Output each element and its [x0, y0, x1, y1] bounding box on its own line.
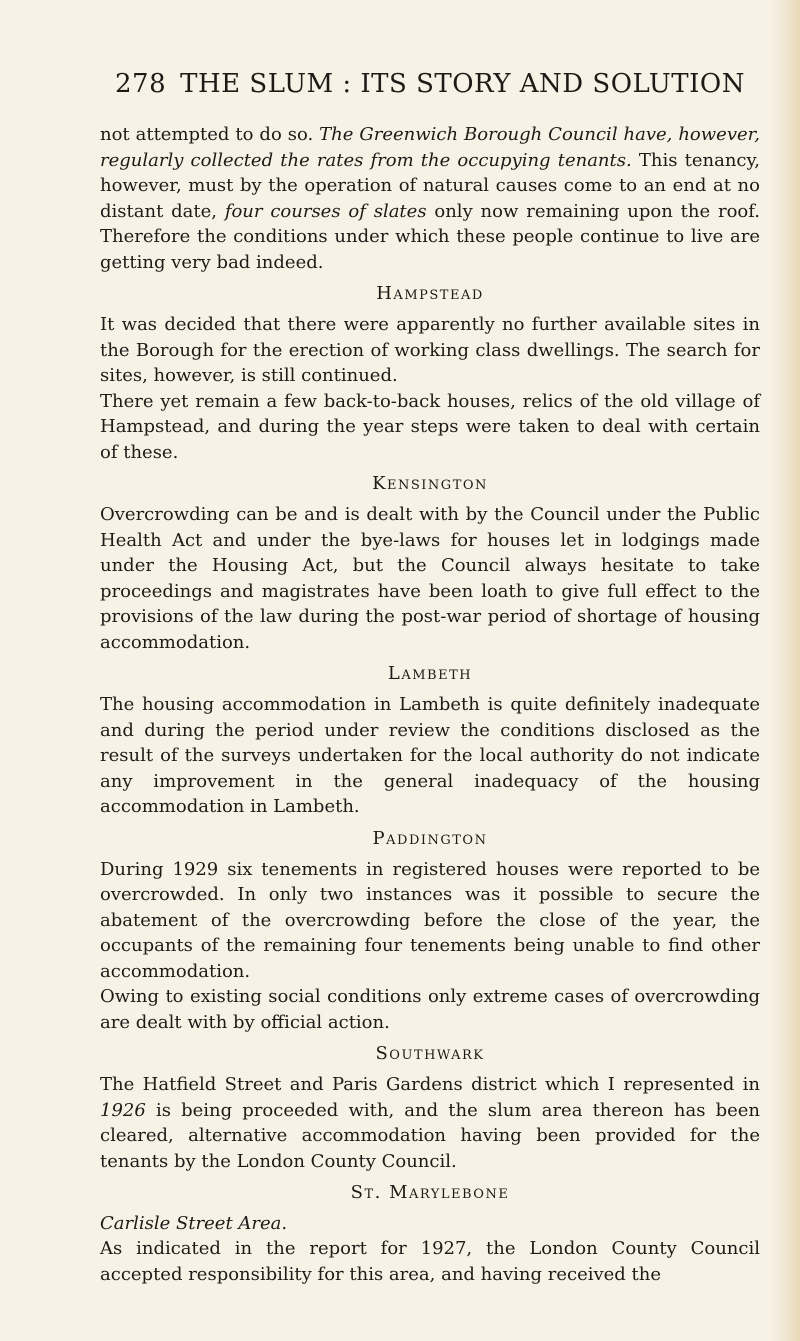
lambeth-paragraph-1: The housing accommodation in Lambeth is quite definitely inadequate and during the period under review the conditions disclosed as the result of the surveys undertaken for the local authority do not indicate any improvement in the general inadequacy of the housing accommodation in Lambeth. [100, 694, 760, 817]
heading-st-marylebone: St. Marylebone [350, 1182, 510, 1203]
heading-hampstead: Hampstead [376, 283, 484, 304]
heading-lambeth: Lambeth [387, 663, 473, 684]
heading-southwark: Southwark [375, 1043, 485, 1064]
paddington-paragraph-2: Owing to existing social conditions only extreme cases of overcrowding are dealt with by official action. [100, 986, 760, 1033]
running-head [100, 68, 760, 100]
intro-paragraph [100, 122, 760, 275]
southwark-paragraph-1 [100, 1072, 760, 1174]
page-number: 278 [115, 69, 167, 99]
intro-text-a: not attempted to do so. [100, 124, 320, 145]
southwark-text-b: is being proceeded with, and the slum area thereon has been cleared, alternative accommodation having been provided for the tenants by the London County Council. [100, 1099, 760, 1172]
southwark-text-a: The Hatfield Street and Paris Gardens district which I represented in [100, 1074, 760, 1095]
running-title: THE SLUM : ITS STORY AND SOLUTION [180, 69, 745, 99]
intro-italic-d: four courses of slates [224, 200, 427, 222]
southwark-year: 1926 [100, 1099, 146, 1121]
page-content [100, 68, 760, 1287]
intro-text-c: This tenancy, however, must by the operation of natural causes come to an end at no distant date, [100, 149, 761, 222]
hampstead-paragraph-2: There yet remain a few back-to-back houses, relics of the old village of Hampstead, and during the year steps were taken to deal with certain of these. [100, 390, 760, 463]
page-edge-shading [770, 0, 800, 1341]
heading-kensington: Kensington [372, 473, 488, 494]
paddington-paragraph-1: During 1929 six tenements in registered houses were reported to be overcrowded. In only two instances was it possible to secure the abatement of the overcrowding before the close of the year, the occupants of the remaining four tenements being unable to find other accommodation. [100, 858, 760, 982]
intro-italic-b: The Greenwich Borough Council have, however, regularly collected the rates from the occupying tenants. [100, 124, 760, 171]
subheading-carlisle-street: Carlisle Street Area. [100, 1213, 288, 1234]
hampstead-paragraph-1: It was decided that there were apparently no further available sites in the Borough for the erection of working class dwellings. The search for sites, however, is still continued. [100, 314, 760, 386]
heading-paddington: Paddington [372, 827, 488, 849]
intro-text-e: only now remaining upon the roof. Therefore the conditions under which these people continue to live are getting very bad indeed. [100, 200, 760, 273]
st-marylebone-paragraph-1: As indicated in the report for 1927, the London County Council accepted responsibility for this area, and having received the [100, 1238, 760, 1285]
kensington-paragraph-1: Overcrowding can be and is dealt with by the Council under the Public Health Act and under the bye-laws for houses let in lodgings made under the Housing Act, but the Council always hesitate to take proceedings and magistrates have been loath to give full effect to the provisions of the law during the post-war period of shortage of housing accommodation. [100, 504, 760, 653]
